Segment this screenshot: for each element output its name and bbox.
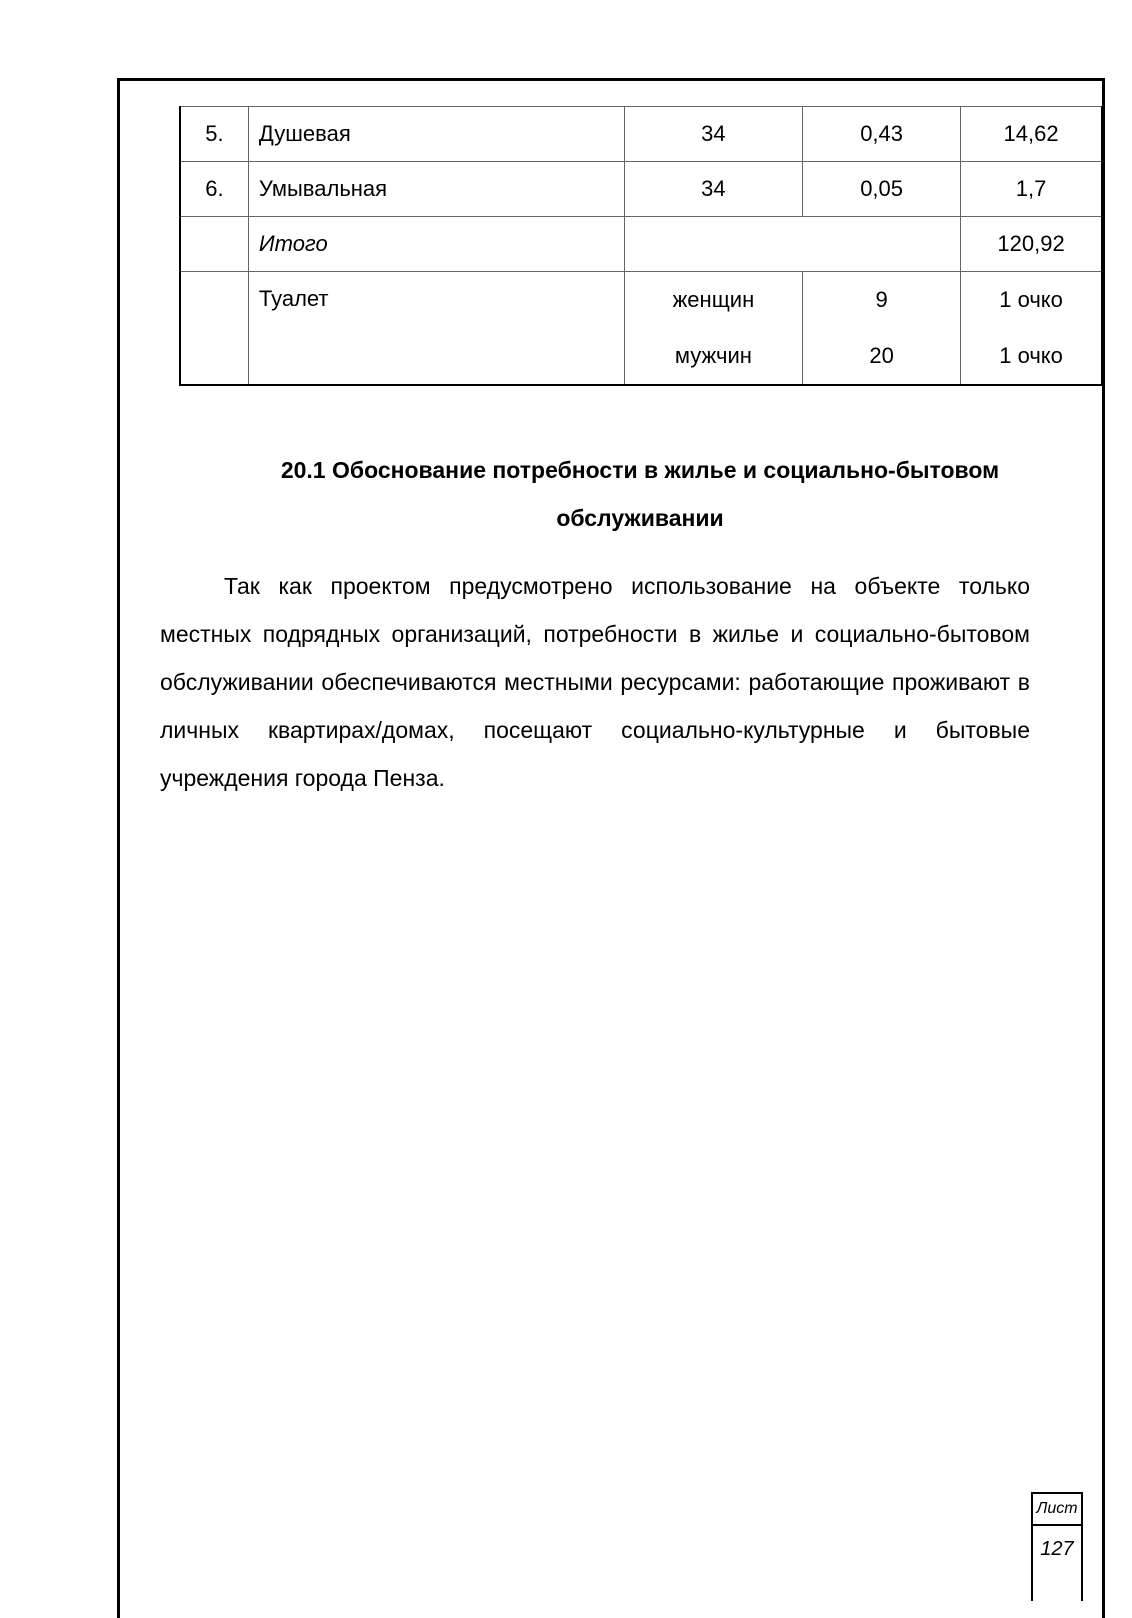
toilet-label: Туалет [248, 272, 624, 386]
row-area: 14,62 [961, 107, 1102, 162]
toilet-women-count: 9 [875, 287, 888, 312]
row-area: 1,7 [961, 162, 1102, 217]
row-name: Умывальная [248, 162, 624, 217]
body-paragraph: Так как проектом предусмотрено использование на объекте только местных подрядных организаций, потребности в жилье и социально-бытовом обслуживании обеспечиваются местными ресурсами: работающие проживают в личных квартирах/домах, посещают социально-культурные и бытовые учреждения города Пенза. [160, 573, 1030, 791]
row-quantity: 34 [624, 162, 802, 217]
toilet-men-label: мужчин [674, 343, 752, 368]
sheet-label: Лист [1033, 1494, 1081, 1526]
row-name: Душевая [248, 107, 624, 162]
sheet-number: 127 [1040, 1538, 1074, 1560]
toilet-men-value: 1 очко [999, 343, 1063, 368]
table-row [180, 107, 1102, 162]
toilet-women-label: женщин [672, 287, 755, 312]
data-table [179, 106, 1103, 386]
total-row [180, 217, 1102, 272]
toilet-men-count: 20 [869, 343, 894, 368]
row-norm: 0,05 [803, 162, 961, 217]
total-label: Итого [248, 217, 624, 272]
toilet-row [180, 272, 1102, 386]
section-heading [160, 446, 1120, 542]
section-heading-line2: обслуживании [556, 505, 724, 531]
section-heading-line1: 20.1 Обоснование потребности в жилье и социально-бытовом [280, 457, 1000, 483]
table-row [180, 162, 1102, 217]
total-value: 120,92 [961, 217, 1102, 272]
row-norm: 0,43 [803, 107, 961, 162]
sheet-stamp [1031, 1492, 1083, 1601]
row-number: 5. [180, 107, 248, 162]
row-number: 6. [180, 162, 248, 217]
toilet-women-value: 1 очко [999, 287, 1063, 312]
row-quantity: 34 [624, 107, 802, 162]
